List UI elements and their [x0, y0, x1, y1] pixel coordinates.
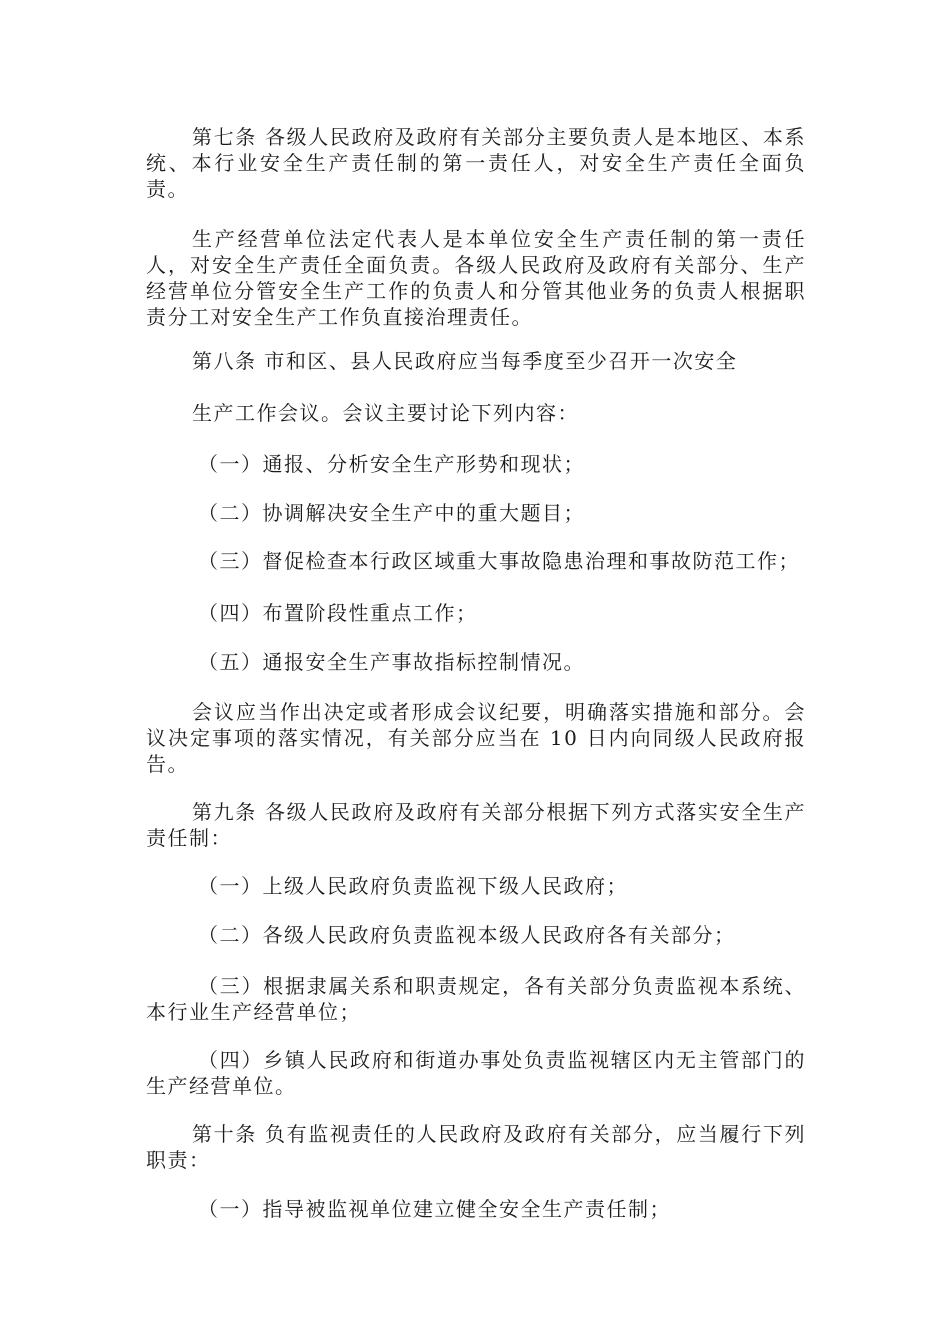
list-item: （一）通报、分析安全生产形势和现状；	[198, 452, 585, 476]
list-item: （二）各级人民政府负责监视本级人民政府各有关部分；	[198, 923, 736, 947]
list-item: （四）布置阶段性重点工作；	[198, 601, 478, 625]
article-7-paragraph: 第七条 各级人民政府及政府有关部分主要负责人是本地区、本系统、本行业安全生产责任制的第一责任人，对安全生产责任全面负责。	[146, 125, 806, 201]
list-item: （一）指导被监视单位建立健全安全生产责任制；	[198, 1197, 671, 1221]
list-item: （四）乡镇人民政府和街道办事处负责监视辖区内无主管部门的生产经营单位。	[146, 1048, 806, 1098]
list-item: （三）根据隶属关系和职责规定，各有关部分负责监视本系统、本行业生产经营单位；	[146, 974, 806, 1024]
list-item: （一）上级人民政府负责监视下级人民政府；	[198, 874, 628, 898]
list-item: （三）督促检查本行政区域重大事故隐患治理和事故防范工作；	[198, 549, 800, 573]
list-item: （五）通报安全生产事故指标控制情况。	[198, 650, 585, 674]
article-8-paragraph: 第八条 市和区、县人民政府应当每季度至少召开一次安全	[192, 349, 738, 373]
legal-representative-paragraph: 生产经营单位法定代表人是本单位安全生产责任制的第一责任人，对安全生产责任全面负责。各级人民政府及政府有关部分、生产经营单位分管安全生产工作的负责人和分管其他业务的负责人根据职责分工对安全生产工作负直接治理责任。	[146, 227, 806, 329]
article-9-paragraph: 第九条 各级人民政府及政府有关部分根据下列方式落实安全生产责任制：	[146, 800, 806, 850]
article-10-paragraph: 第十条 负有监视责任的人民政府及政府有关部分，应当履行下列职责：	[146, 1122, 806, 1172]
list-item: （二）协调解决安全生产中的重大题目；	[198, 501, 585, 525]
meeting-content-intro: 生产工作会议。会议主要讨论下列内容：	[192, 401, 579, 425]
meeting-decision-paragraph: 会议应当作出决定或者形成会议纪要，明确落实措施和部分。会议决定事项的落实情况，有关部分应当在 10 日内向同级人民政府报告。	[146, 700, 806, 776]
